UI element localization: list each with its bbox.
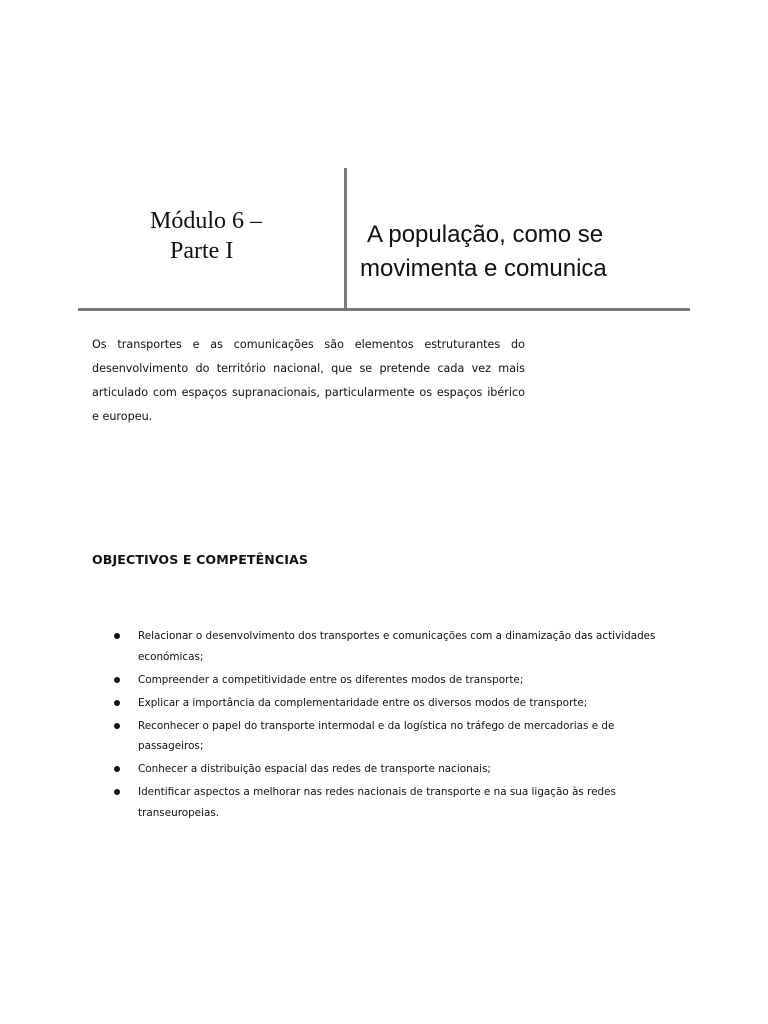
objectives-list	[110, 626, 680, 826]
module-title	[150, 206, 320, 266]
list-item	[110, 716, 680, 757]
chapter-title-line2: movimenta e comunica	[360, 255, 607, 282]
list-item	[110, 693, 680, 714]
bullet-icon	[114, 700, 120, 706]
chapter-title	[360, 218, 680, 286]
list-item	[110, 626, 680, 667]
chapter-title-line1: A população, como se	[367, 221, 604, 248]
vertical-divider	[344, 168, 347, 310]
bullet-icon	[114, 766, 120, 772]
list-item-text: Reconhecer o papel do transporte intermodal e da logística no tráfego de mercadorias e de passageiros;	[138, 719, 615, 752]
bullet-icon	[114, 677, 120, 683]
module-title-line2: Parte I	[170, 238, 234, 264]
list-item	[110, 782, 680, 823]
horizontal-divider	[78, 308, 690, 311]
module-title-line1: Módulo 6 –	[150, 208, 263, 234]
bullet-icon	[114, 633, 120, 639]
list-item	[110, 670, 680, 691]
list-item-text: Relacionar o desenvolvimento dos transportes e comunicações com a dinamização das actividades económicas;	[138, 630, 656, 663]
list-item-text: Conhecer a distribuição espacial das redes de transporte nacionais;	[138, 763, 491, 775]
intro-paragraph: Os transportes e as comunicações são elementos estruturantes do desenvolvimento do território nacional, que se pretende cada vez mais articulado com espaços supranacionais, particularmente os espaços ibérico e europeu.	[92, 338, 525, 424]
bullet-icon	[114, 789, 120, 795]
bullet-icon	[114, 723, 120, 729]
section-heading: OBJECTIVOS E COMPETÊNCIAS	[92, 552, 309, 567]
list-item-text: Identificar aspectos a melhorar nas redes nacionais de transporte e na sua ligação às redes transeuropeias.	[138, 786, 616, 819]
list-item-text: Explicar a importância da complementaridade entre os diversos modos de transporte;	[138, 696, 588, 709]
list-item	[110, 759, 680, 780]
list-item-text: Compreender a competitividade entre os diferentes modos de transporte;	[138, 673, 524, 686]
